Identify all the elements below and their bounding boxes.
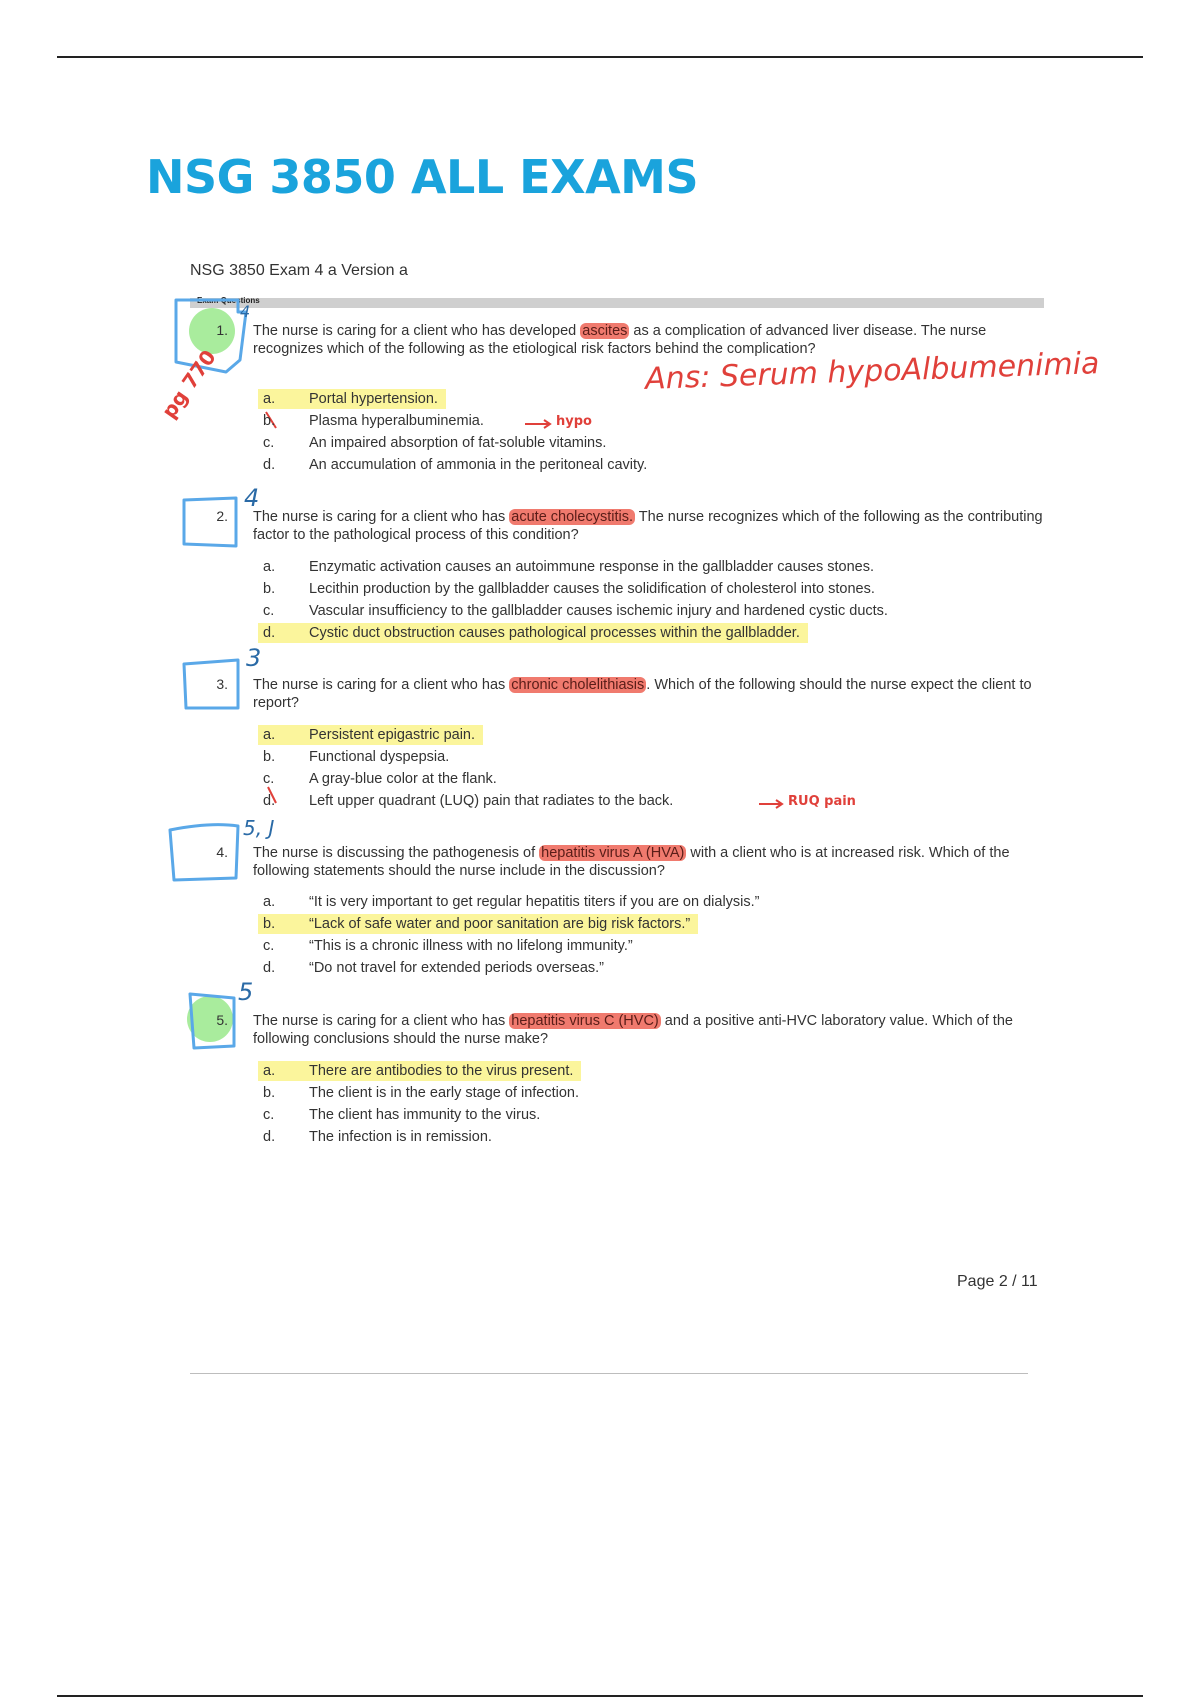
document-title: NSG 3850 ALL EXAMS — [146, 150, 699, 204]
option-b: b. “Lack of safe water and poor sanitation are big risk factors.” — [258, 914, 698, 934]
answer-note: Ans: Serum hypoAlbumenimia — [644, 346, 1100, 397]
option-b: b. Lecithin production by the gallbladder causes the solidification of cholesterol into stones. — [263, 581, 875, 597]
red-highlight: chronic cholelithiasis — [511, 677, 645, 693]
option-d: d. An accumulation of ammonia in the peritoneal cavity. — [263, 457, 648, 473]
q1-mark: 4 — [240, 302, 251, 321]
question-number: 5. — [216, 1012, 228, 1028]
question-number: 2. — [216, 508, 228, 524]
option-c: c. Vascular insufficiency to the gallbladder causes ischemic injury and hardened cystic ducts. — [263, 603, 888, 619]
option-b: b. Functional dyspepsia. — [263, 749, 450, 765]
q2-mark: 4 — [244, 484, 260, 512]
red-highlight: hepatitis virus C (HVC) — [511, 1013, 659, 1029]
question-text: The nurse is discussing the pathogenesis of hepatitis virus A (HVA) with a client who is at increased risk. Which of the following statements should the nurse include in the discussion? — [253, 845, 1010, 879]
option-c: c. An impaired absorption of fat-soluble vitamins. — [263, 435, 607, 451]
page-ref-note: pg 770 — [156, 345, 221, 423]
bottom-rule — [57, 1695, 1143, 1697]
option-d: d. The infection is in remission. — [263, 1129, 492, 1145]
question-text: The nurse is caring for a client who has developed ascites as a complication of advanced liver disease. The nurse recognizes which of the following as the etiological risk factors behind the complication? — [253, 323, 987, 357]
red-highlight: hepatitis virus A (HVA) — [541, 845, 685, 861]
option-d: d. Left upper quadrant (LUQ) pain that radiates to the back. — [263, 793, 674, 809]
q3-mark: 3 — [246, 644, 262, 672]
option-a: a. There are antibodies to the virus present. — [258, 1061, 581, 1081]
q3-d-arrow — [759, 800, 782, 808]
question-text: The nurse is caring for a client who has chronic cholelithiasis . Which of the following should the nurse expect the client to report? — [253, 677, 1032, 711]
question-text: The nurse is caring for a client who has hepatitis virus C (HVC) and a positive anti-HVC laboratory value. Which of the following conclusions should the nurse make? — [253, 1013, 1013, 1047]
page-number: Page 2 / 11 — [957, 1273, 1038, 1290]
option-d: d. “Do not travel for extended periods overseas.” — [263, 960, 604, 976]
option-a: a. Persistent epigastric pain. — [258, 725, 483, 745]
q4-mark: 5, J — [243, 816, 275, 840]
option-c: c. The client has immunity to the virus. — [263, 1107, 541, 1123]
question-number: 3. — [216, 676, 228, 692]
option-d: d. Cystic duct obstruction causes pathological processes within the gallbladder. — [258, 623, 808, 643]
q1-b-arrow — [525, 420, 550, 428]
red-highlight: acute cholecystitis. — [511, 509, 633, 525]
option-c: c. “This is a chronic illness with no lifelong immunity.” — [263, 938, 633, 954]
red-highlight: ascites — [582, 323, 628, 339]
q5-mark: 5 — [238, 978, 254, 1006]
q1-b-note: hypo — [556, 414, 592, 429]
option-b: b. The client is in the early stage of infection. — [263, 1085, 580, 1101]
exam-subtitle: NSG 3850 Exam 4 a Version a — [190, 262, 408, 279]
option-b: b. Plasma hyperalbuminemia. — [263, 413, 484, 429]
q3-d-note: RUQ pain — [788, 794, 856, 809]
question-text: The nurse is caring for a client who has acute cholecystitis. The nurse recognizes which of the following as the contributing factor to the pathological process of this condition? — [253, 509, 1043, 543]
page-divider — [190, 1373, 1028, 1374]
option-a: a. Enzymatic activation causes an autoimmune response in the gallbladder causes stones. — [263, 559, 875, 575]
section-label: Exam Questions — [197, 296, 260, 305]
option-c: c. A gray-blue color at the flank. — [263, 771, 497, 787]
option-a: a. Portal hypertension. — [258, 389, 446, 409]
question-number: 1. — [216, 322, 228, 338]
option-a: a. “It is very important to get regular hepatitis titers if you are on dialysis.” — [263, 894, 760, 910]
question-number: 4. — [216, 844, 228, 860]
